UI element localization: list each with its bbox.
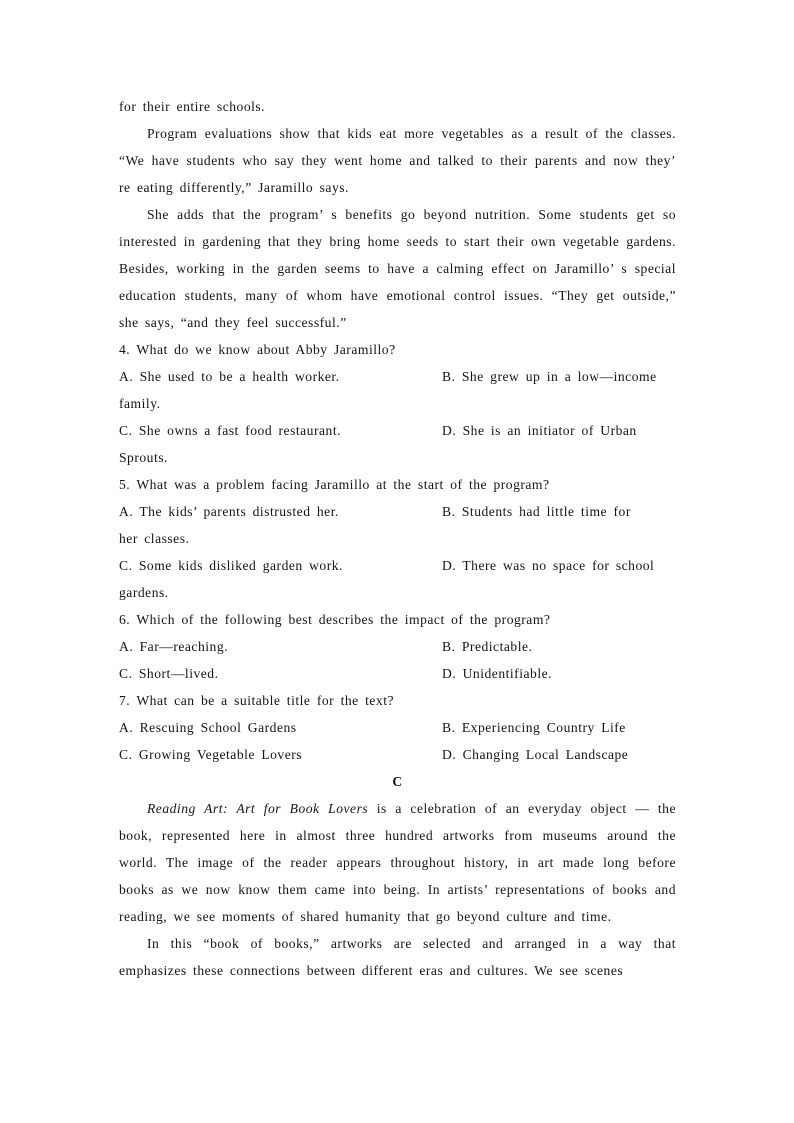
option-row xyxy=(119,660,676,687)
questions xyxy=(119,336,676,768)
option-row xyxy=(119,498,676,525)
option-right: B. She grew up in a low—income xyxy=(442,369,657,384)
passage-c-paragraph-1 xyxy=(119,795,676,930)
option-right: D. Changing Local Landscape xyxy=(442,747,629,762)
option-left: C. Some kids disliked garden work. xyxy=(119,558,343,573)
passage-c-paragraph-1-rest: is a celebration of an everyday object — the book, represented here in almost three hundred artworks from museums around the world. The image of the reader appears throughout history, in art made long before books as we now know them came into being. In artists’ representations of books and reading, we see moments of shared humanity that go beyond culture and time. xyxy=(119,801,677,924)
option-continuation: Sprouts. xyxy=(119,450,168,465)
option-continuation: her classes. xyxy=(119,531,190,546)
paragraph-program-benefits: She adds that the program’ s benefits go beyond nutrition. Some students get so interested in gardening that they bring home seeds to start their own vegetable gardens. Besides, working in the garden seems to have a calming effect on Jaramillo’ s special education students, many of whom have emotional control issues. “They get outside,” she says, “and they feel successful.” xyxy=(119,207,676,330)
option-left: A. The kids’ parents distrusted her. xyxy=(119,504,339,519)
option-left: A. Far—reaching. xyxy=(119,639,229,654)
option-right: D. There was no space for school xyxy=(442,558,655,573)
section-c-heading: C xyxy=(392,774,403,789)
paragraph-continuation: for their entire schools. xyxy=(119,99,266,114)
option-right: D. She is an initiator of Urban xyxy=(442,423,637,438)
question-prompt: 7. What can be a suitable title for the text? xyxy=(119,693,394,708)
option-row xyxy=(119,417,676,444)
option-right: B. Students had little time for xyxy=(442,504,631,519)
option-row xyxy=(119,633,676,660)
option-right: B. Experiencing Country Life xyxy=(442,720,626,735)
option-left: C. Growing Vegetable Lovers xyxy=(119,747,303,762)
option-continuation: family. xyxy=(119,396,161,411)
option-row xyxy=(119,552,676,579)
option-row xyxy=(119,741,676,768)
option-right: D. Unidentifiable. xyxy=(442,666,553,681)
option-right: B. Predictable. xyxy=(442,639,533,654)
option-left: C. Short—lived. xyxy=(119,666,219,681)
option-left: A. Rescuing School Gardens xyxy=(119,720,297,735)
paragraph-program-evaluations: Program evaluations show that kids eat more vegetables as a result of the classes. “We have students who say they went home and talked to their parents and now they’ re eating differently,” Jaramillo says. xyxy=(119,126,676,195)
question-prompt: 4. What do we know about Abby Jaramillo? xyxy=(119,342,396,357)
option-left: C. She owns a fast food restaurant. xyxy=(119,423,342,438)
question-prompt: 6. Which of the following best describes the impact of the program? xyxy=(119,612,551,627)
option-continuation: gardens. xyxy=(119,585,169,600)
option-row xyxy=(119,363,676,390)
book-title: Reading Art: Art for Book Lovers xyxy=(147,801,369,816)
option-row xyxy=(119,714,676,741)
question-prompt: 5. What was a problem facing Jaramillo at the start of the program? xyxy=(119,477,550,492)
passage-c-paragraph-2: In this “book of books,” artworks are selected and arranged in a way that emphasizes these connections between different eras and cultures. We see scenes xyxy=(119,936,676,978)
document-body xyxy=(119,93,676,984)
option-left: A. She used to be a health worker. xyxy=(119,369,340,384)
